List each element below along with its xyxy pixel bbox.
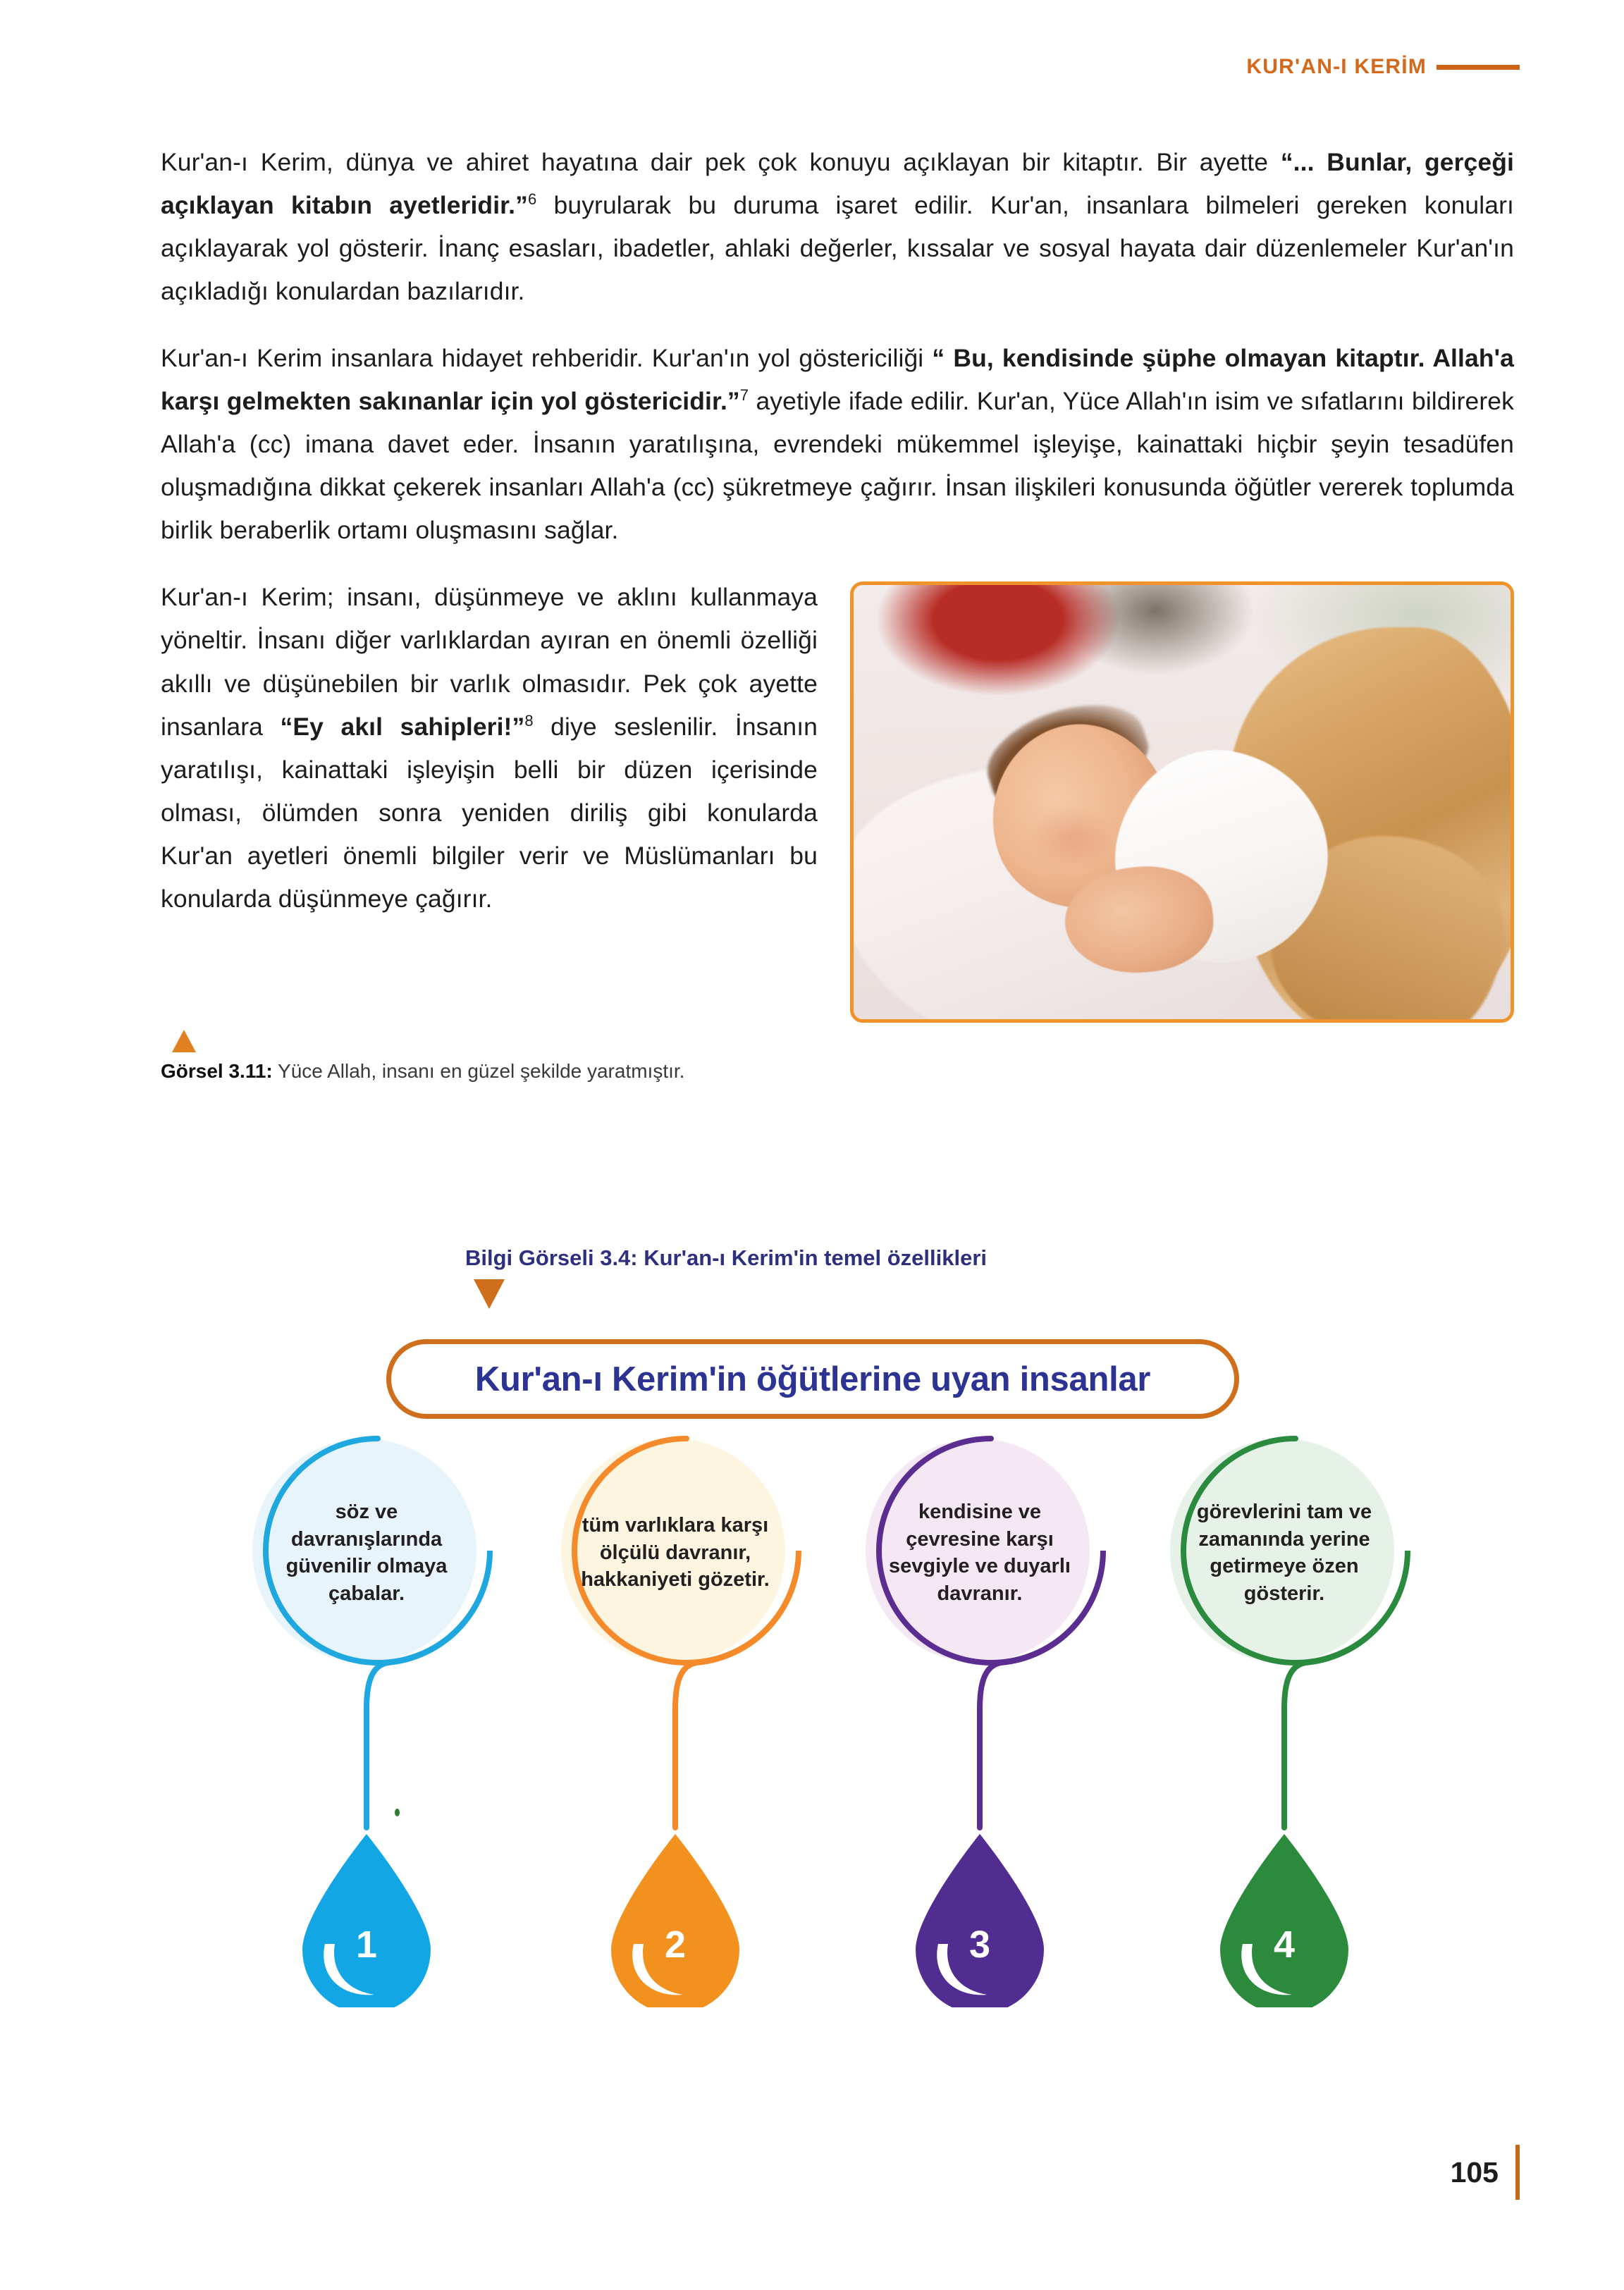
text-run: “ Bu, kendisinde şüphe olmayan kitaptır. Allah'a karşı gelmekten sakınanlar için yol göstericidir.” (161, 344, 1514, 416)
caption-description: Yüce Allah, insanı en güzel şekilde yaratmıştır. (272, 1060, 685, 1083)
text-run: Kur'an-ı Kerim insanlara hidayet rehberidir. Kur'an'ın yol göstericiliği (161, 344, 933, 373)
page-content (161, 141, 1514, 1085)
infographic-banner (386, 1339, 1239, 1419)
droplet-number: 4 (1273, 1923, 1296, 1966)
infographic-item (1143, 1433, 1425, 1966)
stray-dot-mark (395, 1809, 400, 1816)
text-run: diye seslenilir. İnsanın yaratılışı, kainattaki işleyişin belli bir düzen içerisinde olması, ölümden sonra yeniden diriliş gibi konularda Kur'an ayetleri önemli bilgiler verir ve Müslümanları bu konularda düşünmeye çağırır. (161, 712, 818, 913)
infographic-items (0, 1433, 1624, 2095)
item-bubble (247, 1433, 486, 1673)
droplet-shape (293, 1831, 441, 2007)
droplet-number: 1 (355, 1923, 378, 1966)
droplet-number: 3 (968, 1923, 991, 1966)
figure-gorsel-3-11 (850, 581, 1514, 1023)
page-footer-rule (1515, 2145, 1520, 2200)
droplet-shape (1210, 1831, 1358, 2007)
infographic-item (534, 1433, 816, 1966)
figure-caption (161, 1030, 1514, 1085)
infographic-banner-label: Kur'an-ı Kerim'in öğütlerine uyan insanlar (474, 1360, 1151, 1398)
infographic-item (226, 1433, 508, 1966)
running-head-rule (1437, 65, 1520, 70)
running-head (1246, 55, 1520, 79)
text-run: Kur'an-ı Kerim; insanı, düşünmeye ve aklını kullanmaya yöneltir. İnsanı diğer varlıklardan ayıran en önemli özelliği akıllı ve düşünebilen bir varlık olmasıdır. Pek çok ayette insanlara (161, 583, 818, 741)
text-run: 7 (739, 386, 749, 405)
running-head-label: KUR'AN-I KERİM (1246, 55, 1427, 78)
item-bubble (1164, 1433, 1404, 1673)
text-run: Kur'an-ı Kerim, dünya ve ahiret hayatına dair pek çok konuyu açıklayan bir kitaptır. Bir ayette (161, 148, 1281, 176)
text-run: “... Bunlar, gerçeği açıklayan kitabın ayetleridir.” (161, 148, 1514, 220)
infographic-item (839, 1433, 1121, 1966)
droplet-shape (906, 1831, 1054, 2007)
text-run: 8 (524, 711, 534, 730)
page-number: 105 (1450, 2155, 1499, 2189)
text-run: buyrularak bu duruma işaret edilir. Kur'an, insanlara bilmeleri gereken konuları açıklayarak yol gösterir. İnanç esasları, ibadetler, ahlaki değerler, kıssalar ve sosyal hayata dair düzenlemeler Kur'an'ın açıkladığı konulardan bazılarıdır. (161, 191, 1514, 306)
infographic-title-arrow-icon (474, 1279, 505, 1309)
item-bubble (555, 1433, 795, 1673)
page-footer (1451, 2145, 1520, 2200)
photo-baby-cheek (1031, 808, 1116, 868)
bubble-text: söz ve davranışlarında güvenilir olmaya çabalar. (285, 1500, 448, 1605)
item-droplet (906, 1831, 1054, 2007)
item-droplet (293, 1831, 441, 2007)
text-run: 6 (527, 190, 537, 209)
text-run: “Ey akıl sahipleri!” (280, 712, 525, 741)
infographic (0, 1230, 1624, 2097)
paragraph-1 (161, 141, 1514, 313)
text-run: ayetiyle ifade edilir. Kur'an, Yüce Allah'ın isim ve sıfatlarını bildirerek Allah'a (cc) imana davet eder. İnsanın yaratılışına, evrendeki mükemmel işleyişe, kainattaki hiçbir şeyin tesadüfen oluşmadığına dikkat çekerek insanları Allah'a (cc) şükretmeye çağırır. İnsan ilişkileri konusunda öğütler vererek toplumda birlik beraberlik ortamı oluşmasını sağlar. (161, 387, 1514, 545)
caption-label: Görsel 3.11: (161, 1060, 273, 1083)
paragraph-2 (161, 337, 1514, 552)
caption-text-line (161, 1058, 1514, 1085)
bubble-text: kendisine ve çevresine karşı sevgiyle ve duyarlı davranır. (889, 1500, 1071, 1605)
infographic-title: Bilgi Görseli 3.4: Kur'an-ı Kerim'in temel özellikleri (465, 1245, 988, 1270)
item-droplet (1210, 1831, 1358, 2007)
text-with-figure-block (161, 576, 1514, 920)
droplet-number: 2 (664, 1923, 687, 1966)
caption-arrow-icon (172, 1030, 196, 1052)
droplet-shape (601, 1831, 749, 2007)
item-bubble (860, 1433, 1100, 1673)
baby-photo (850, 581, 1514, 1023)
item-droplet (601, 1831, 749, 2007)
bubble-text: görevlerini tam ve zamanında yerine getirmeye özen gösterir. (1196, 1500, 1372, 1605)
bubble-text: tüm varlıklara karşı ölçülü davranır, hakkaniyeti gözetir. (581, 1514, 770, 1592)
